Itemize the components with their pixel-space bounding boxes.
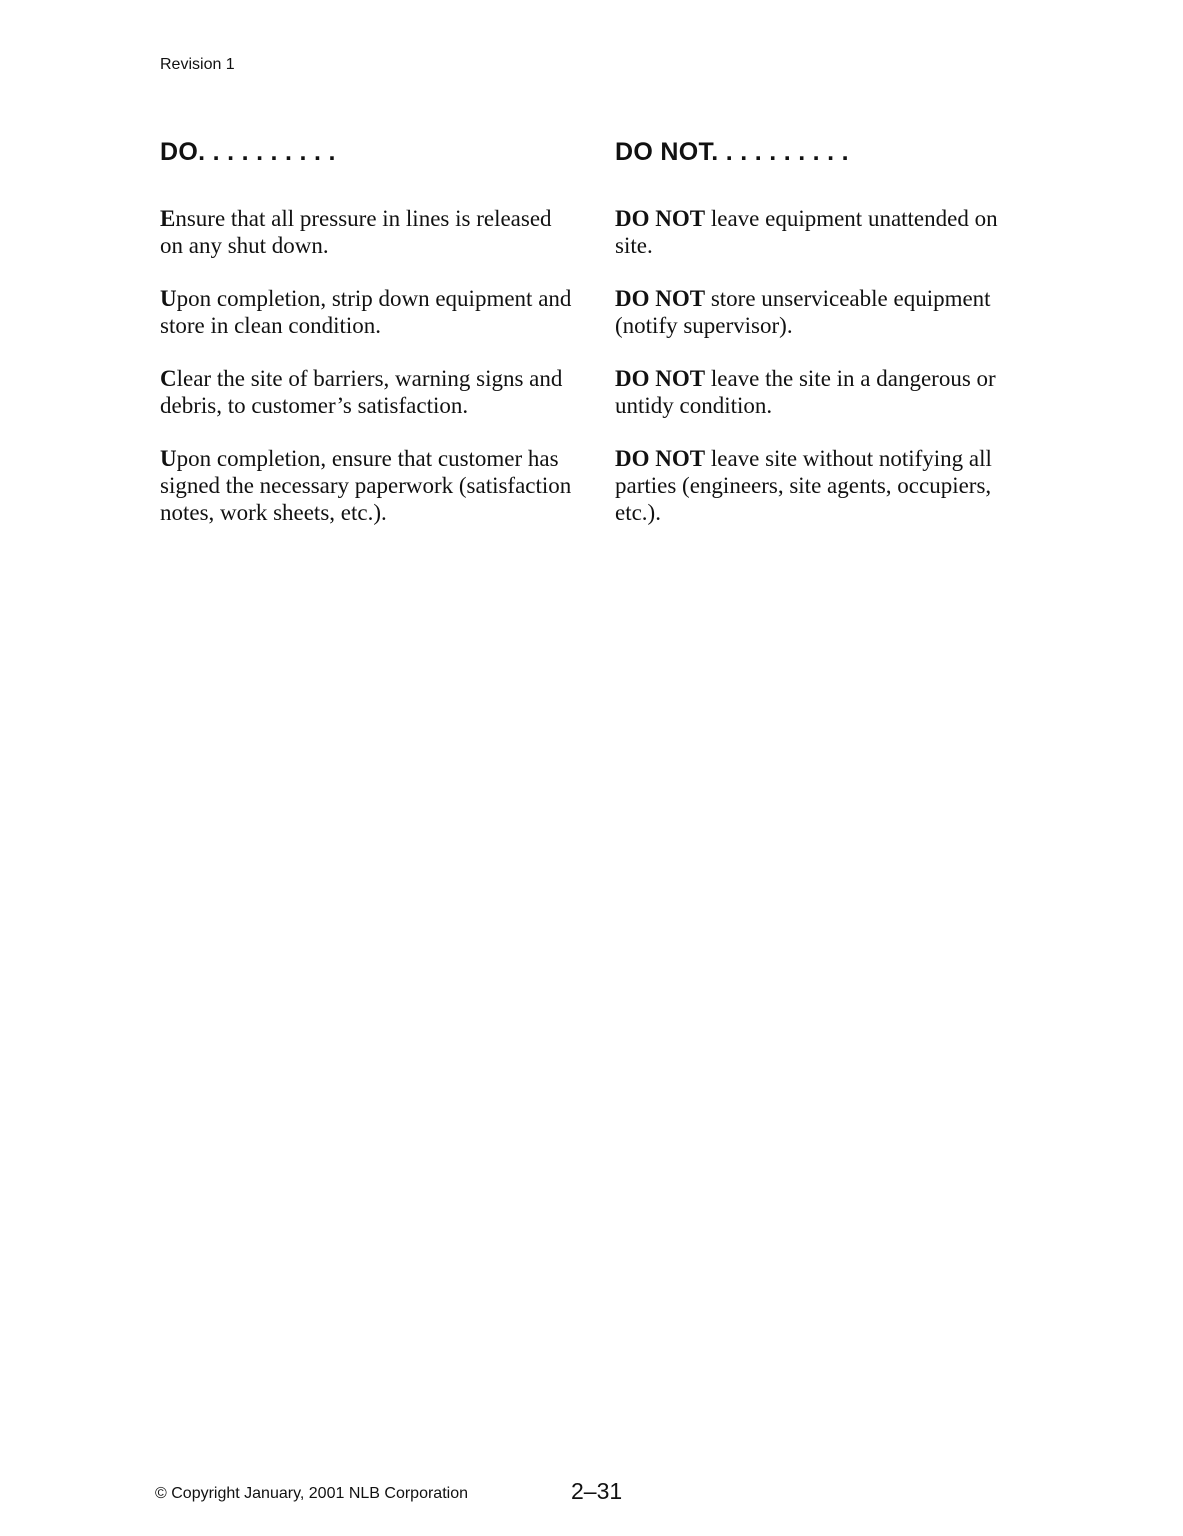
donot-item-text: leave equipment unattended on site. (615, 206, 998, 258)
do-item-text: pon completion, ensure that customer has signed the necessary paperwork (satisfaction notes, work sheets, etc.). (160, 446, 572, 525)
do-item-lead: C (160, 366, 177, 391)
page-number: 2–31 (571, 1478, 623, 1504)
donot-item-lead: DO NOT (615, 446, 706, 471)
donot-column (615, 138, 1035, 552)
do-list (160, 205, 580, 526)
do-item-text: lear the site of barriers, warning signs and debris, to customer’s satisfaction. (160, 366, 563, 418)
donot-item-text: store unserviceable equipment (notify supervisor). (615, 286, 991, 338)
donot-item (615, 205, 1035, 259)
do-item (160, 205, 580, 259)
donot-item (615, 365, 1035, 419)
donot-item-text: leave the site in a dangerous or untidy condition. (615, 366, 996, 418)
do-item-lead: E (160, 206, 176, 231)
do-item-text: pon completion, strip down equipment and store in clean condition. (160, 286, 572, 338)
do-item-lead: U (160, 286, 177, 311)
do-item (160, 285, 580, 339)
copyright-notice: © Copyright January, 2001 NLB Corporation (155, 1485, 468, 1502)
donot-item (615, 445, 1035, 526)
do-heading: DO. . . . . . . . . . (160, 138, 336, 166)
donot-item-lead: DO NOT (615, 206, 706, 231)
revision-label: Revision 1 (160, 56, 235, 73)
do-item (160, 445, 580, 526)
do-item (160, 365, 580, 419)
donot-item-lead: DO NOT (615, 286, 706, 311)
donot-list (615, 205, 1035, 526)
donot-heading: DO NOT. . . . . . . . . . (615, 138, 849, 166)
do-item-text: nsure that all pressure in lines is released on any shut down. (160, 206, 552, 258)
do-item-lead: U (160, 446, 177, 471)
donot-item-lead: DO NOT (615, 366, 706, 391)
donot-item-text: leave site without notifying all parties (engineers, site agents, occupiers, etc.). (615, 446, 992, 525)
do-column (160, 138, 580, 552)
donot-item (615, 285, 1035, 339)
